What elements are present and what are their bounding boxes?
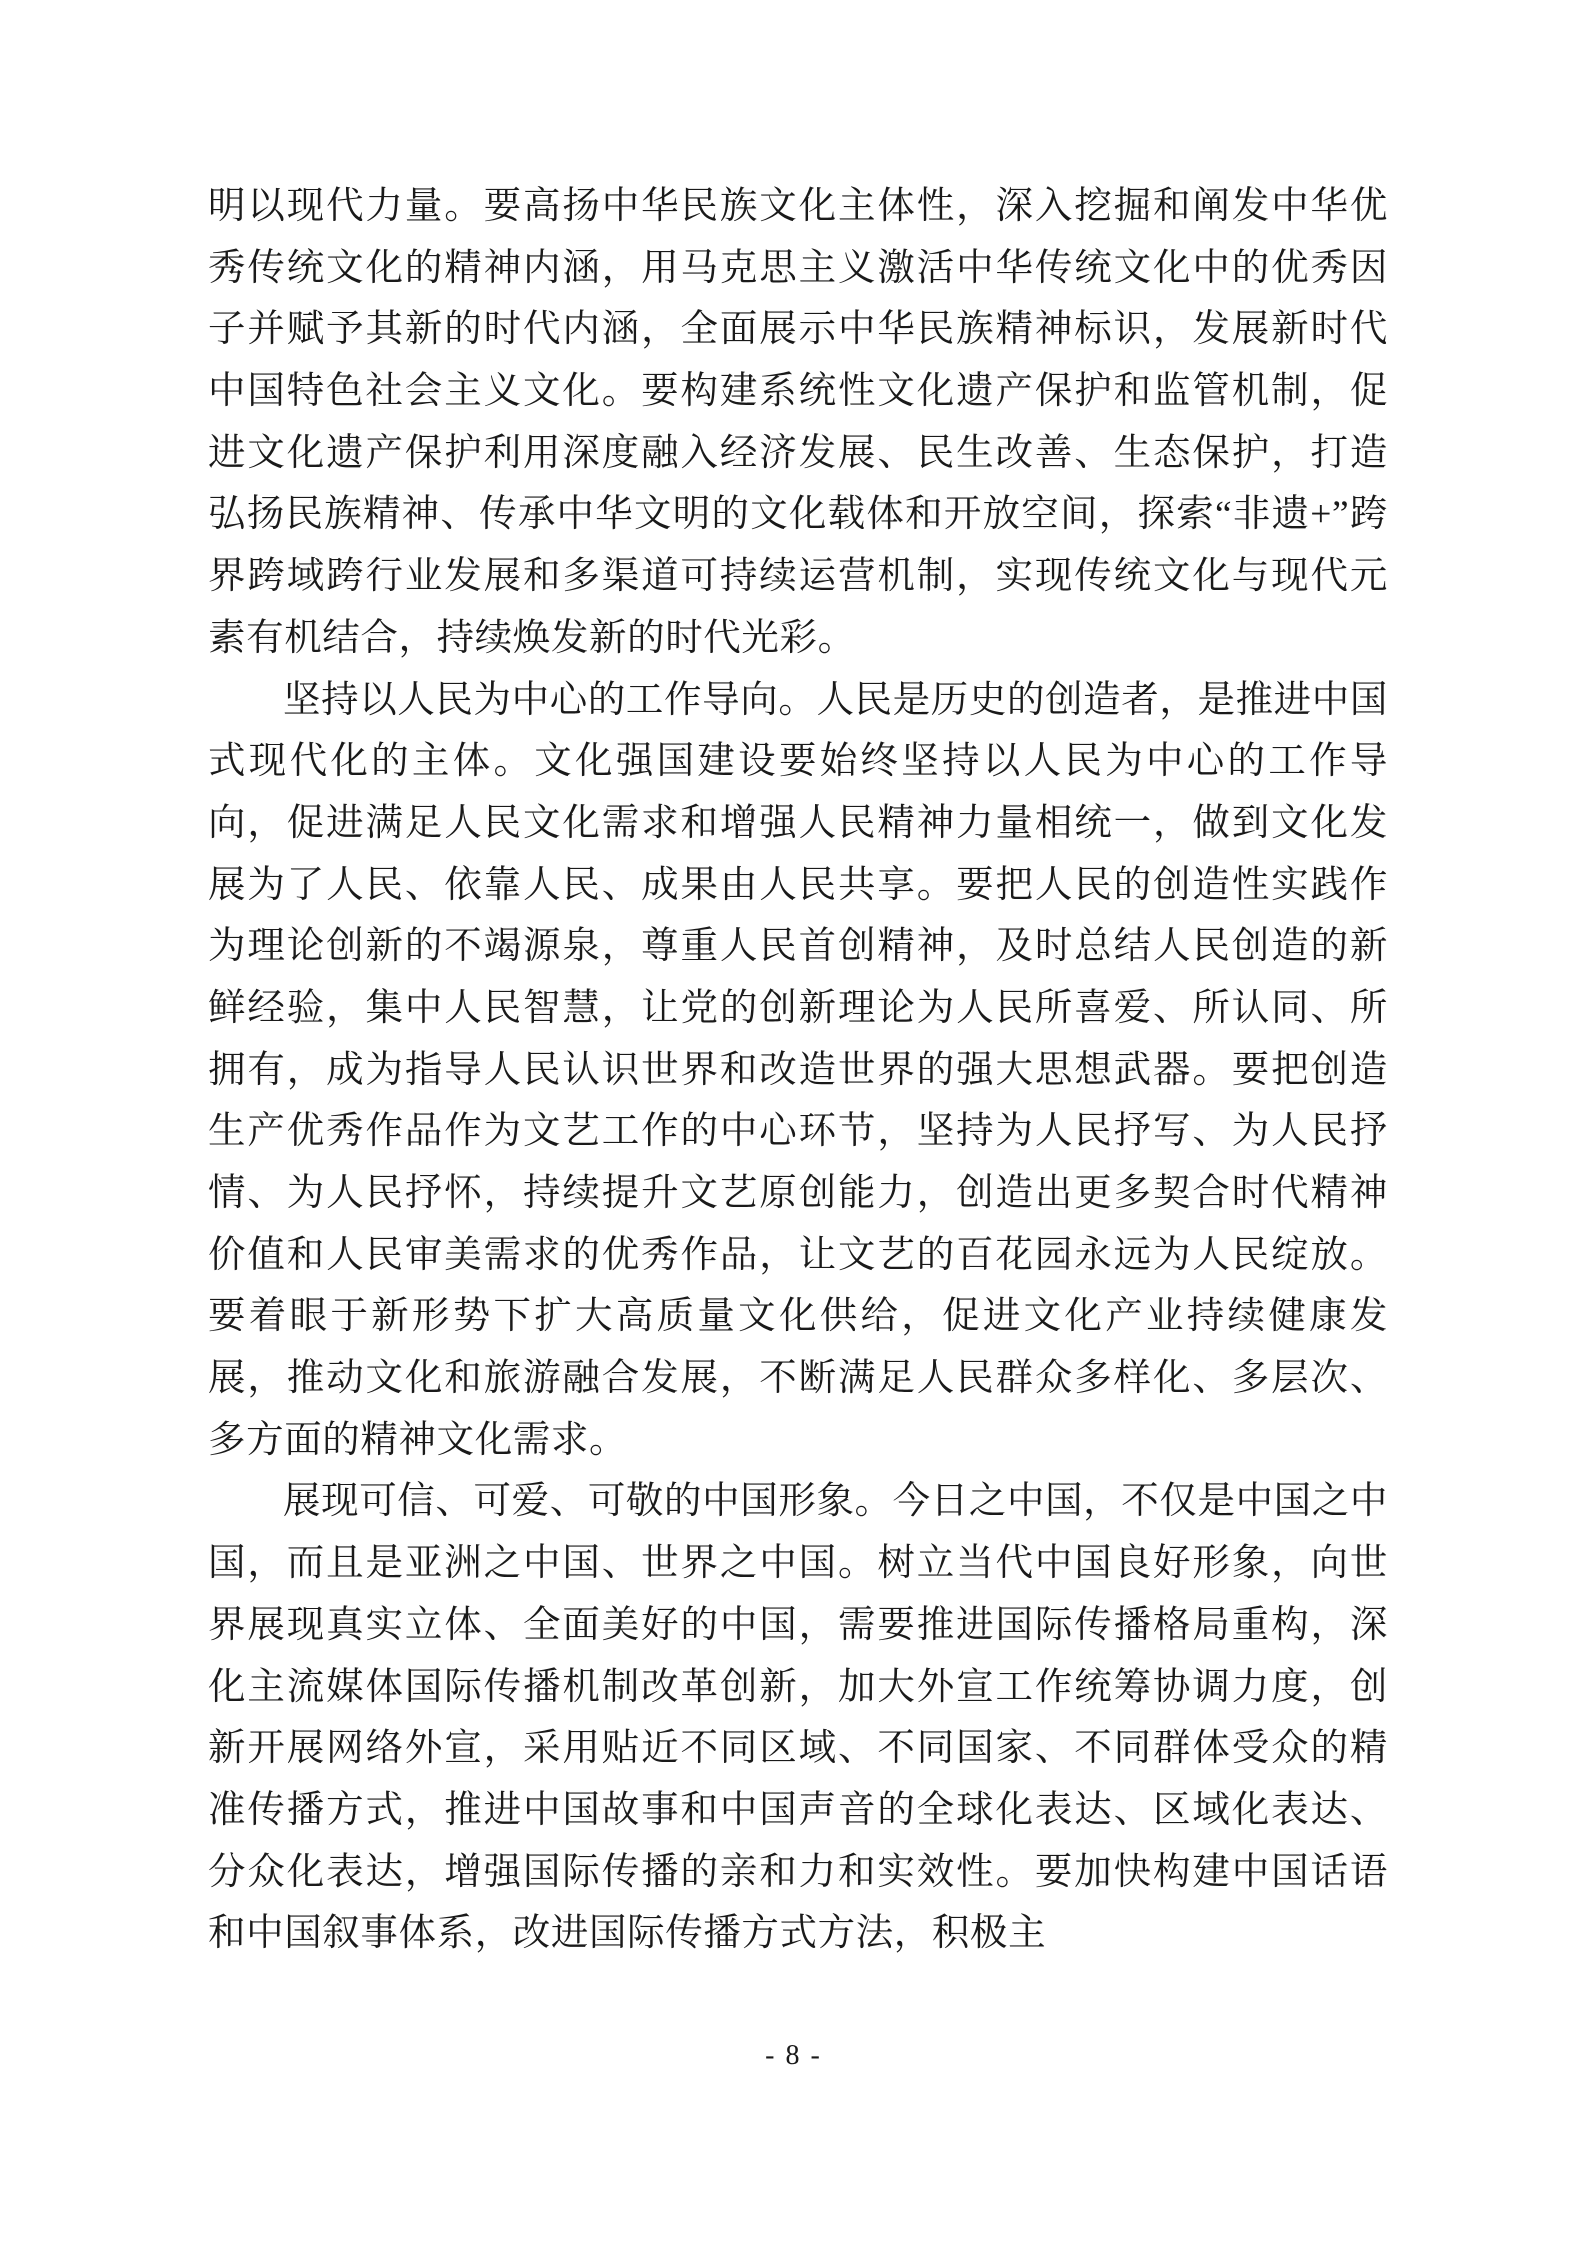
paragraph-3: 展现可信、可爱、可敬的中国形象。今日之中国，不仅是中国之中国，而且是亚洲之中国、世界之中国。树立当代中国良好形象，向世界展现真实立体、全面美好的中国，需要推进国际传播格局重构，深化主流媒体国际传播机制改革创新，加大外宣工作统筹协调力度，创新开展网络外宣，采用贴近不同区域、不同国家、不同群体受众的精准传播方式，推进中国故事和中国声音的全球化表达、区域化表达、分众化表达，增强国际传播的亲和力和实效性。要加快构建中国话语和中国叙事体系，改进国际传播方式方法，积极主: [208, 1481, 1388, 1955]
paragraph-1: 明以现代力量。要高扬中华民族文化主体性，深入挖掘和阐发中华优秀传统文化的精神内涵，用马克思主义激活中华传统文化中的优秀因子并赋予其新的时代内涵，全面展示中华民族精神标识，发展新时代中国特色社会主义文化。要构建系统性文化遗产保护和监管机制，促进文化遗产保护利用深度融入经济发展、民生改善、生态保护，打造弘扬民族精神、传承中华文明的文化载体和开放空间，探索“非遗+”跨界跨域跨行业发展和多渠道可持续运营机制，实现传统文化与现代元素有机结合，持续焕发新的时代光彩。: [208, 186, 1388, 659]
page-number: - 8 -: [765, 2040, 822, 2071]
paragraph-2: 坚持以人民为中心的工作导向。人民是历史的创造者，是推进中国式现代化的主体。文化强国建设要始终坚持以人民为中心的工作导向，促进满足人民文化需求和增强人民精神力量相统一，做到文化发展为了人民、依靠人民、成果由人民共享。要把人民的创造性实践作为理论创新的不竭源泉，尊重人民首创精神，及时总结人民创造的新鲜经验，集中人民智慧，让党的创新理论为人民所喜爱、所认同、所拥有，成为指导人民认识世界和改造世界的强大思想武器。要把创造生产优秀作品作为文艺工作的中心环节，坚持为人民抒写、为人民抒情、为人民抒怀，持续提升文艺原创能力，创造出更多契合时代精神价值和人民审美需求的优秀作品，让文艺的百花园永远为人民绽放。要着眼于新形势下扩大高质量文化供给，促进文化产业持续健康发展，推动文化和旅游融合发展，不断满足人民群众多样化、多层次、多方面的精神文化需求。: [208, 679, 1388, 1461]
page-body: [208, 176, 1388, 1965]
